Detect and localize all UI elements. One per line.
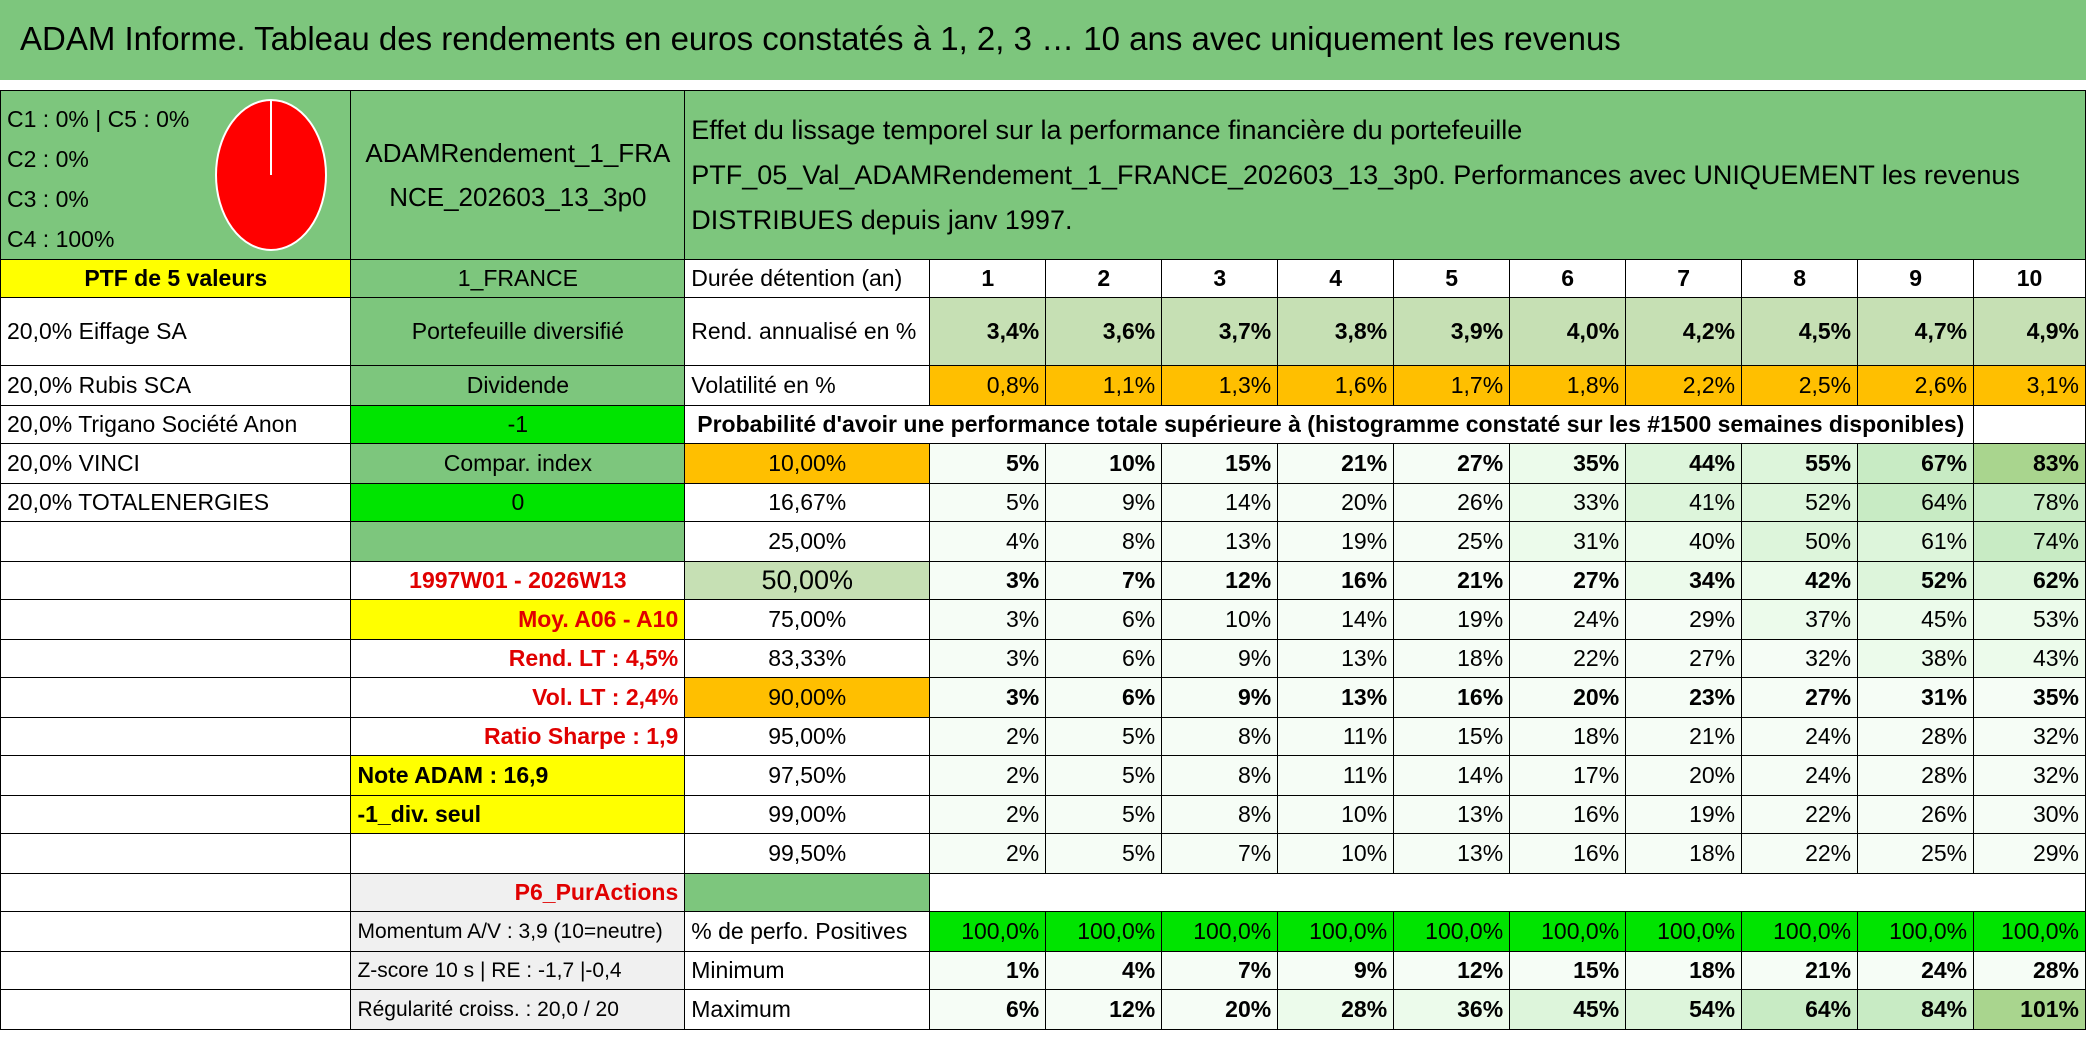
duration-header: 8 xyxy=(1742,260,1858,298)
prob-row xyxy=(1,834,2086,874)
rend-value: 3,4% xyxy=(930,298,1046,366)
prob-value: 14% xyxy=(1278,600,1394,640)
empty-cell xyxy=(1974,406,2086,444)
duration-header: 9 xyxy=(1858,260,1974,298)
prob-value: 52% xyxy=(1858,562,1974,600)
allocation-pie-chart xyxy=(212,96,330,254)
prob-row xyxy=(1,600,2086,640)
vol-value: 1,3% xyxy=(1162,366,1278,406)
prob-value: 3% xyxy=(930,678,1046,718)
vol-label: Volatilité en % xyxy=(685,366,930,406)
prob-pct: 90,00% xyxy=(685,678,930,718)
prob-value: 21% xyxy=(1394,562,1510,600)
pos-label: % de perfo. Positives xyxy=(685,912,930,952)
empty-cell xyxy=(1,678,351,718)
moy-cell: Moy. A06 - A10 xyxy=(351,600,685,640)
allocation-line: C2 : 0% xyxy=(7,146,89,172)
prob-value: 28% xyxy=(1858,718,1974,756)
prob-value: 8% xyxy=(1162,796,1278,834)
rend-value: 4,2% xyxy=(1626,298,1742,366)
prob-value: 52% xyxy=(1742,484,1858,522)
rend-lt-cell: Rend. LT : 4,5% xyxy=(351,640,685,678)
prob-title-row xyxy=(1,406,2086,444)
sharpe-cell: Ratio Sharpe : 1,9 xyxy=(351,718,685,756)
prob-value: 5% xyxy=(1046,834,1162,874)
prob-value: 2% xyxy=(930,756,1046,796)
prob-value: 8% xyxy=(1046,522,1162,562)
min-value: 18% xyxy=(1626,952,1742,990)
prob-value: 42% xyxy=(1742,562,1858,600)
duration-header: 3 xyxy=(1162,260,1278,298)
prob-value: 32% xyxy=(1974,718,2086,756)
prob-value: 22% xyxy=(1510,640,1626,678)
prob-value: 27% xyxy=(1626,640,1742,678)
durations-row xyxy=(1,260,2086,298)
prob-value: 32% xyxy=(1742,640,1858,678)
prob-value: 43% xyxy=(1974,640,2086,678)
prob-row xyxy=(1,678,2086,718)
prob-value: 10% xyxy=(1278,834,1394,874)
allocation-line: C3 : 0% xyxy=(7,186,89,212)
rend-value: 3,7% xyxy=(1162,298,1278,366)
prob-value: 3% xyxy=(930,640,1046,678)
min-value: 7% xyxy=(1162,952,1278,990)
prob-value: 5% xyxy=(1046,756,1162,796)
period-cell: 1997W01 - 2026W13 xyxy=(351,562,685,600)
prob-value: 22% xyxy=(1742,796,1858,834)
max-value: 101% xyxy=(1974,990,2086,1030)
min-value: 15% xyxy=(1510,952,1626,990)
prob-value: 28% xyxy=(1858,756,1974,796)
prob-value: 2% xyxy=(930,834,1046,874)
durations-label: Durée détention (an) xyxy=(685,260,930,298)
prob-value: 74% xyxy=(1974,522,2086,562)
pos-value: 100,0% xyxy=(1742,912,1858,952)
vol-value: 2,2% xyxy=(1626,366,1742,406)
prob-value: 41% xyxy=(1626,484,1742,522)
prob-value: 21% xyxy=(1626,718,1742,756)
min-value: 12% xyxy=(1394,952,1510,990)
pos-value: 100,0% xyxy=(1974,912,2086,952)
prob-value: 33% xyxy=(1510,484,1626,522)
vol-value: 2,5% xyxy=(1742,366,1858,406)
holding: 20,0% Rubis SCA xyxy=(1,366,351,406)
max-value: 36% xyxy=(1394,990,1510,1030)
prob-value: 26% xyxy=(1858,796,1974,834)
vol-row xyxy=(1,366,2086,406)
empty-cell xyxy=(930,874,2086,912)
note-cell: Note ADAM : 16,9 xyxy=(351,756,685,796)
empty-cell xyxy=(351,522,685,562)
max-value: 54% xyxy=(1626,990,1742,1030)
duration-header: 2 xyxy=(1046,260,1162,298)
duration-header: 10 xyxy=(1974,260,2086,298)
empty-cell xyxy=(1,562,351,600)
empty-cell xyxy=(1,756,351,796)
prob-pct: 83,33% xyxy=(685,640,930,678)
rend-value: 3,9% xyxy=(1394,298,1510,366)
prob-row xyxy=(1,756,2086,796)
pos-value: 100,0% xyxy=(1278,912,1394,952)
prob-value: 64% xyxy=(1858,484,1974,522)
rend-value: 4,7% xyxy=(1858,298,1974,366)
market-code: 1_FRANCE xyxy=(351,260,685,298)
pos-value: 100,0% xyxy=(930,912,1046,952)
prob-value: 13% xyxy=(1278,640,1394,678)
prob-label: Probabilité d'avoir une performance totale supérieure à (histogramme constaté sur les #1500 semaines disponibles) xyxy=(685,406,1974,444)
prob-value: 23% xyxy=(1626,678,1742,718)
prob-value: 25% xyxy=(1858,834,1974,874)
prob-row xyxy=(1,522,2086,562)
momentum-cell: Momentum A/V : 3,9 (10=neutre) xyxy=(351,912,685,952)
prob-value: 24% xyxy=(1742,718,1858,756)
prob-value: 2% xyxy=(930,718,1046,756)
rend-label: Rend. annualisé en % xyxy=(685,298,930,366)
zero-cell: 0 xyxy=(351,484,685,522)
prob-value: 19% xyxy=(1626,796,1742,834)
empty-cell xyxy=(1,718,351,756)
prob-value: 13% xyxy=(1278,678,1394,718)
prob-value: 18% xyxy=(1394,640,1510,678)
empty-cell xyxy=(1,990,351,1030)
prob-row xyxy=(1,444,2086,484)
zscore-cell: Z-score 10 s | RE : -1,7 |-0,4 xyxy=(351,952,685,990)
max-value: 20% xyxy=(1162,990,1278,1030)
min-row xyxy=(1,952,2086,990)
prob-value: 6% xyxy=(1046,678,1162,718)
rend-value: 3,8% xyxy=(1278,298,1394,366)
allocation-line: C1 : 0% | C5 : 0% xyxy=(7,106,190,132)
allocation-line: C4 : 100% xyxy=(7,226,115,252)
prob-value: 29% xyxy=(1974,834,2086,874)
holding: 20,0% VINCI xyxy=(1,444,351,484)
empty-cell xyxy=(1,874,351,912)
prob-value: 37% xyxy=(1742,600,1858,640)
prob-value: 27% xyxy=(1742,678,1858,718)
pie-svg xyxy=(212,96,330,254)
min-value: 24% xyxy=(1858,952,1974,990)
page-title: ADAM Informe. Tableau des rendements en euros constatés à 1, 2, 3 … 10 ans avec uniquement les revenus xyxy=(20,20,1621,57)
prob-value: 5% xyxy=(930,444,1046,484)
prob-value: 19% xyxy=(1394,600,1510,640)
prob-value: 24% xyxy=(1510,600,1626,640)
pos-value: 100,0% xyxy=(1162,912,1278,952)
portfolio-name: ADAMRendement_1_FRANCE_202603_13_3p0 xyxy=(351,91,685,260)
vol-value: 3,1% xyxy=(1974,366,2086,406)
vol-value: 2,6% xyxy=(1858,366,1974,406)
prob-pct: 50,00% xyxy=(685,562,930,600)
prob-row xyxy=(1,640,2086,678)
empty-cell xyxy=(1,796,351,834)
prob-value: 7% xyxy=(1046,562,1162,600)
prob-value: 22% xyxy=(1742,834,1858,874)
prob-value: 12% xyxy=(1162,562,1278,600)
prob-value: 34% xyxy=(1626,562,1742,600)
max-value: 28% xyxy=(1278,990,1394,1030)
max-value: 12% xyxy=(1046,990,1162,1030)
prob-value: 44% xyxy=(1626,444,1742,484)
prob-pct: 95,00% xyxy=(685,718,930,756)
max-label: Maximum xyxy=(685,990,930,1030)
prob-value: 10% xyxy=(1278,796,1394,834)
prob-value: 26% xyxy=(1394,484,1510,522)
prob-value: 38% xyxy=(1858,640,1974,678)
prob-value: 20% xyxy=(1510,678,1626,718)
prob-pct: 99,50% xyxy=(685,834,930,874)
min-value: 28% xyxy=(1974,952,2086,990)
prob-value: 14% xyxy=(1162,484,1278,522)
prob-value: 13% xyxy=(1162,522,1278,562)
prob-value: 5% xyxy=(1046,718,1162,756)
rend-value: 4,9% xyxy=(1974,298,2086,366)
prob-value: 27% xyxy=(1394,444,1510,484)
vol-value: 0,8% xyxy=(930,366,1046,406)
prob-value: 3% xyxy=(930,562,1046,600)
vol-value: 1,8% xyxy=(1510,366,1626,406)
prob-value: 14% xyxy=(1394,756,1510,796)
pos-row xyxy=(1,912,2086,952)
min-value: 21% xyxy=(1742,952,1858,990)
dividende-cell: Dividende xyxy=(351,366,685,406)
prob-value: 3% xyxy=(930,600,1046,640)
rend-value: 4,5% xyxy=(1742,298,1858,366)
prob-value: 11% xyxy=(1278,718,1394,756)
prob-value: 55% xyxy=(1742,444,1858,484)
min-value: 9% xyxy=(1278,952,1394,990)
prob-value: 2% xyxy=(930,796,1046,834)
prob-value: 67% xyxy=(1858,444,1974,484)
prob-value: 45% xyxy=(1858,600,1974,640)
compar-index-cell: Compar. index xyxy=(351,444,685,484)
prob-value: 30% xyxy=(1974,796,2086,834)
prob-value: 18% xyxy=(1510,718,1626,756)
duration-header: 7 xyxy=(1626,260,1742,298)
prob-value: 25% xyxy=(1394,522,1510,562)
empty-cell xyxy=(1,522,351,562)
prob-value: 8% xyxy=(1162,718,1278,756)
prob-value: 29% xyxy=(1626,600,1742,640)
empty-cell xyxy=(351,834,685,874)
empty-cell xyxy=(1,834,351,874)
duration-header: 6 xyxy=(1510,260,1626,298)
prob-value: 78% xyxy=(1974,484,2086,522)
empty-cell xyxy=(1,912,351,952)
max-row xyxy=(1,990,2086,1030)
empty-cell xyxy=(1,952,351,990)
prob-value: 6% xyxy=(1046,640,1162,678)
rend-value: 4,0% xyxy=(1510,298,1626,366)
prob-value: 35% xyxy=(1510,444,1626,484)
prob-row xyxy=(1,796,2086,834)
prob-value: 5% xyxy=(930,484,1046,522)
prob-value: 17% xyxy=(1510,756,1626,796)
prob-value: 9% xyxy=(1162,678,1278,718)
pos-value: 100,0% xyxy=(1858,912,1974,952)
duration-header: 1 xyxy=(930,260,1046,298)
vol-value: 1,1% xyxy=(1046,366,1162,406)
pos-value: 100,0% xyxy=(1510,912,1626,952)
prob-value: 62% xyxy=(1974,562,2086,600)
prob-value: 83% xyxy=(1974,444,2086,484)
prob-value: 15% xyxy=(1394,718,1510,756)
prob-value: 10% xyxy=(1046,444,1162,484)
prob-value: 16% xyxy=(1394,678,1510,718)
prob-value: 31% xyxy=(1510,522,1626,562)
prob-pct: 75,00% xyxy=(685,600,930,640)
prob-value: 6% xyxy=(1046,600,1162,640)
portfolio-header: PTF de 5 valeurs xyxy=(1,260,351,298)
pos-value: 100,0% xyxy=(1046,912,1162,952)
prob-value: 8% xyxy=(1162,756,1278,796)
min-value: 4% xyxy=(1046,952,1162,990)
min-label: Minimum xyxy=(685,952,930,990)
holding: 20,0% Trigano Société Anon xyxy=(1,406,351,444)
max-value: 84% xyxy=(1858,990,1974,1030)
prob-value: 24% xyxy=(1742,756,1858,796)
prob-value: 11% xyxy=(1278,756,1394,796)
prob-value: 5% xyxy=(1046,796,1162,834)
prob-value: 20% xyxy=(1626,756,1742,796)
max-value: 64% xyxy=(1742,990,1858,1030)
prob-value: 9% xyxy=(1162,640,1278,678)
prob-row xyxy=(1,484,2086,522)
max-value: 45% xyxy=(1510,990,1626,1030)
empty-cell xyxy=(685,874,930,912)
prob-row xyxy=(1,718,2086,756)
prob-value: 61% xyxy=(1858,522,1974,562)
prob-value: 20% xyxy=(1278,484,1394,522)
duration-header: 4 xyxy=(1278,260,1394,298)
pos-value: 100,0% xyxy=(1626,912,1742,952)
portfolio-type: Portefeuille diversifié xyxy=(351,298,685,366)
prob-value: 27% xyxy=(1510,562,1626,600)
prob-pct: 97,50% xyxy=(685,756,930,796)
prob-value: 53% xyxy=(1974,600,2086,640)
prob-value: 50% xyxy=(1742,522,1858,562)
prob-value: 18% xyxy=(1626,834,1742,874)
title-bar xyxy=(0,0,2086,82)
pos-value: 100,0% xyxy=(1394,912,1510,952)
holding: 20,0% Eiffage SA xyxy=(1,298,351,366)
prob-value: 35% xyxy=(1974,678,2086,718)
prob-pct: 10,00% xyxy=(685,444,930,484)
vol-value: 1,6% xyxy=(1278,366,1394,406)
prob-value: 7% xyxy=(1162,834,1278,874)
empty-cell xyxy=(1,600,351,640)
min-value: 1% xyxy=(930,952,1046,990)
regularite-cell: Régularité croiss. : 20,0 / 20 xyxy=(351,990,685,1030)
empty-cell xyxy=(1,640,351,678)
div-seul-cell: -1_div. seul xyxy=(351,796,685,834)
duration-header: 5 xyxy=(1394,260,1510,298)
holding: 20,0% TOTALENERGIES xyxy=(1,484,351,522)
prob-pct: 16,67% xyxy=(685,484,930,522)
prob-pct: 25,00% xyxy=(685,522,930,562)
prob-value: 21% xyxy=(1278,444,1394,484)
max-value: 6% xyxy=(930,990,1046,1030)
prob-value: 10% xyxy=(1162,600,1278,640)
p6-cell: P6_PurActions xyxy=(351,874,685,912)
prob-value: 32% xyxy=(1974,756,2086,796)
prob-value: 13% xyxy=(1394,834,1510,874)
rend-row xyxy=(1,298,2086,366)
prob-value: 9% xyxy=(1046,484,1162,522)
prob-value: 16% xyxy=(1510,796,1626,834)
p6-row xyxy=(1,874,2086,912)
prob-value: 16% xyxy=(1510,834,1626,874)
table-description: Effet du lissage temporel sur la performance financière du portefeuille PTF_05_Val_ADAMRendement_1_FRANCE_202603_13_3p0. Performances avec UNIQUEMENT les revenus DISTRIBUES depuis janv 1997. xyxy=(685,91,2086,260)
prob-value: 13% xyxy=(1394,796,1510,834)
prob-row xyxy=(1,562,2086,600)
rend-value: 3,6% xyxy=(1046,298,1162,366)
vol-value: 1,7% xyxy=(1394,366,1510,406)
prob-value: 15% xyxy=(1162,444,1278,484)
minus-one-cell: -1 xyxy=(351,406,685,444)
prob-pct: 99,00% xyxy=(685,796,930,834)
prob-value: 31% xyxy=(1858,678,1974,718)
vol-lt-cell: Vol. LT : 2,4% xyxy=(351,678,685,718)
prob-value: 4% xyxy=(930,522,1046,562)
prob-value: 16% xyxy=(1278,562,1394,600)
prob-value: 40% xyxy=(1626,522,1742,562)
prob-value: 19% xyxy=(1278,522,1394,562)
